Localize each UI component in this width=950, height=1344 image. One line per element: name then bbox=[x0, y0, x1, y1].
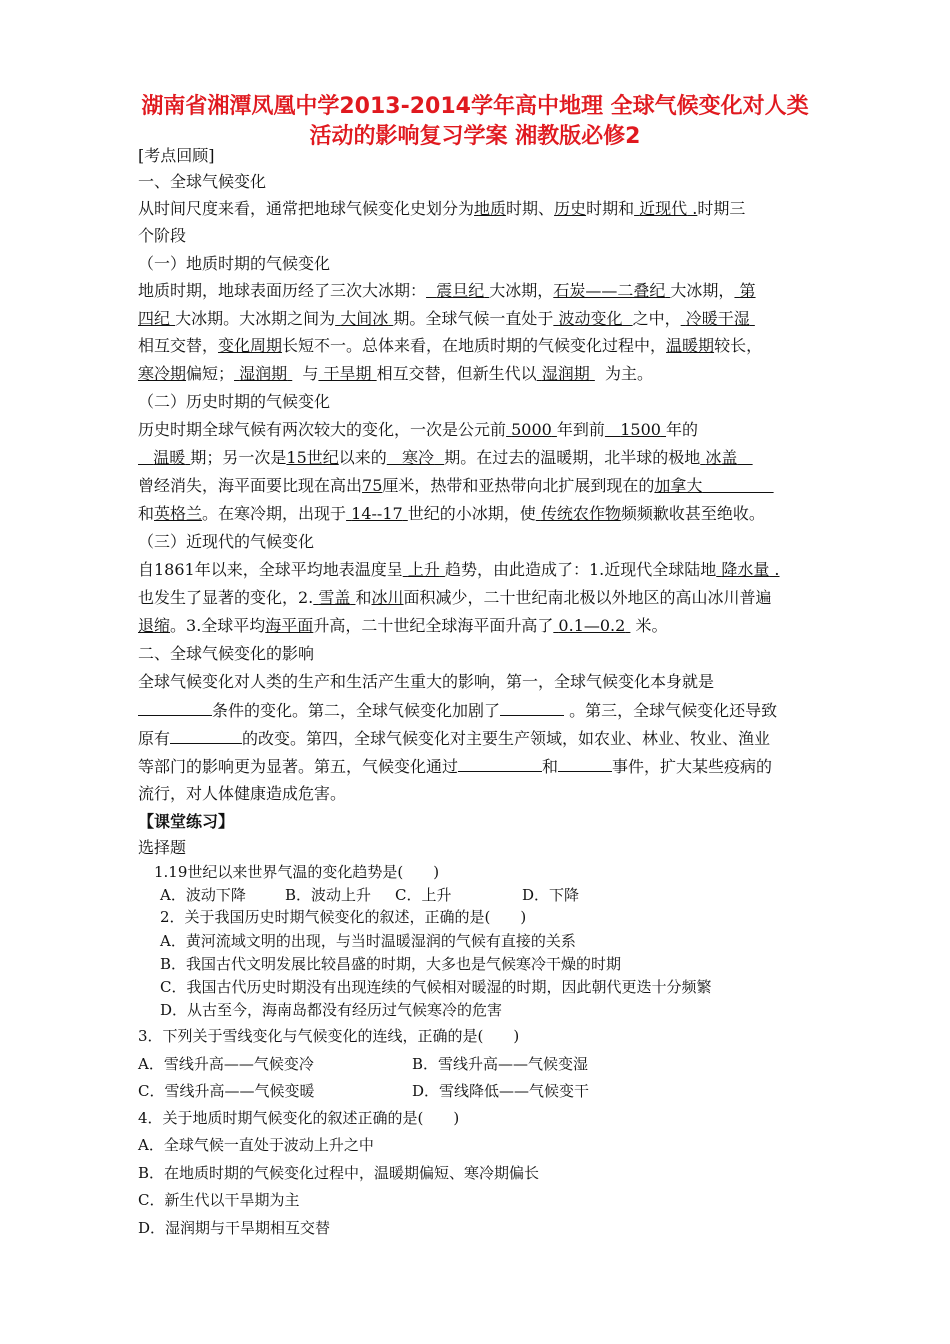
blank bbox=[138, 700, 212, 716]
text: 和 bbox=[355, 588, 372, 607]
q1-option-b: B．波动上升 bbox=[285, 886, 372, 904]
question-1: 1.19世纪以来世界气温的变化趋势是( ) bbox=[154, 863, 440, 881]
answer: 震旦纪 bbox=[436, 281, 485, 300]
blank bbox=[500, 700, 564, 716]
paragraph-line bbox=[138, 336, 762, 356]
blank bbox=[458, 756, 542, 772]
answer: 退缩 bbox=[138, 616, 171, 635]
answer: 历史 bbox=[554, 199, 587, 218]
text: 年到前 bbox=[556, 420, 605, 439]
paragraph-line bbox=[138, 448, 753, 468]
text: 从时间尺度来看，通常把地球气候变化史划分为 bbox=[138, 199, 475, 218]
text: 和 bbox=[138, 504, 155, 523]
q1-option-a: A．波动下降 bbox=[160, 886, 246, 904]
q3-option-b: B．雪线升高——气候变湿 bbox=[412, 1055, 589, 1073]
question-3: 3．下列关于雪线变化与气候变化的连线，正确的是( ) bbox=[138, 1027, 520, 1045]
paragraph-line bbox=[138, 309, 755, 329]
text: 和 bbox=[542, 757, 559, 776]
q1-option-d: D．下降 bbox=[522, 886, 580, 904]
text: 之中， bbox=[632, 309, 681, 328]
text: 期；另一次是 bbox=[190, 448, 287, 467]
answer: 温暖 bbox=[153, 448, 186, 467]
answer: 0.1—0.2 bbox=[558, 616, 626, 635]
text: 频频歉收甚至绝收。 bbox=[620, 504, 765, 523]
text: 与 bbox=[302, 364, 319, 383]
text: 也发生了显著的变化，2. bbox=[138, 588, 314, 607]
text: 大冰期。大冰期之间为 bbox=[175, 309, 336, 328]
paragraph-line bbox=[138, 364, 653, 384]
answer: 上升 bbox=[407, 560, 440, 579]
text: 时期三 bbox=[697, 199, 746, 218]
answer: 寒冷期 bbox=[138, 364, 187, 383]
paragraph-line bbox=[138, 476, 774, 496]
text: 。在寒冷期，出现于 bbox=[202, 504, 347, 523]
text: 。第三，全球气候变化还导致 bbox=[569, 701, 778, 720]
q4-option-c: C．新生代以干旱期为主 bbox=[138, 1191, 300, 1209]
paragraph-line bbox=[138, 560, 780, 580]
question-type: 选择题 bbox=[138, 838, 187, 857]
answer: 冰川 bbox=[371, 588, 404, 607]
q4-option-a: A．全球气候一直处于波动上升之中 bbox=[138, 1136, 374, 1154]
paragraph-line: 个阶段 bbox=[138, 226, 187, 245]
title-line-2: 活动的影响复习学案 湘教版必修2 bbox=[309, 124, 641, 149]
text: 相互交替， bbox=[138, 336, 219, 355]
answer: 四纪 bbox=[138, 309, 171, 328]
answer: 变化周期 bbox=[218, 336, 283, 355]
answer: 英格兰 bbox=[154, 504, 203, 523]
text: 面积减少，二十世纪南北极以外地区的高山冰川普遍 bbox=[403, 588, 772, 607]
paragraph-line bbox=[138, 281, 756, 301]
text: 事件，扩大某些疫病的 bbox=[612, 757, 773, 776]
answer: 干旱期 bbox=[323, 364, 372, 383]
practice-heading: 【课堂练习】 bbox=[138, 812, 235, 831]
text: 升高，二十世纪全球海平面升高了 bbox=[313, 616, 554, 635]
blank bbox=[170, 728, 242, 744]
text: 自1861年以来，全球平均地表温度呈 bbox=[138, 560, 403, 579]
q3-option-c: C．雪线升高——气候变暖 bbox=[138, 1082, 315, 1100]
text: 米。 bbox=[635, 616, 668, 635]
q2-option-c: C．我国古代历史时期没有出现连续的气候相对暖湿的时期，因此朝代更迭十分频繁 bbox=[160, 978, 712, 996]
answer: 传统农作物 bbox=[540, 504, 621, 523]
text: 期。全球气候一直处于 bbox=[393, 309, 554, 328]
geo-heading: （一）地质时期的气候变化 bbox=[138, 254, 331, 273]
paragraph-line bbox=[138, 756, 772, 777]
review-heading: [考点回顾] bbox=[138, 146, 215, 165]
q3-option-d: D．雪线降低——气候变干 bbox=[412, 1082, 590, 1100]
q2-option-b: B．我国古代文明发展比较昌盛的时期，大多也是气候寒冷干燥的时期 bbox=[160, 955, 622, 973]
answer: 雪盖 bbox=[318, 588, 351, 607]
section-2-heading: 二、全球气候变化的影响 bbox=[138, 644, 315, 663]
text: 较长， bbox=[714, 336, 763, 355]
blank bbox=[558, 756, 612, 772]
answer: 湿润期 bbox=[239, 364, 288, 383]
text: 条件的变化。第二，全球气候变化加剧了 bbox=[212, 701, 501, 720]
text: 等部门的影响更为显著。第五，气候变化通过 bbox=[138, 757, 459, 776]
title-line-1: 湖南省湘潭凤凰中学2013-2014学年高中地理 全球气候变化对人类 bbox=[141, 94, 809, 119]
answer: 波动变化 bbox=[558, 309, 623, 328]
text: 世纪的小冰期，使 bbox=[407, 504, 536, 523]
paragraph-line bbox=[138, 728, 770, 749]
text: 历史时期全球气候有两次较大的变化，一次是公元前 bbox=[138, 420, 507, 439]
paragraph-line bbox=[138, 199, 745, 219]
text: 以来的 bbox=[338, 448, 387, 467]
paragraph-line: 流行，对人体健康造成危害。 bbox=[138, 784, 347, 803]
answer: 75 bbox=[362, 476, 383, 495]
q2-option-d: D．从古至今，海南岛都没有经历过气候寒冷的危害 bbox=[160, 1001, 503, 1019]
paragraph-line bbox=[138, 504, 765, 524]
text: 厘米，热带和亚热带向北扩展到现在的 bbox=[382, 476, 655, 495]
paragraph-line: 全球气候变化对人类的生产和生活产生重大的影响，第一，全球气候变化本身就是 bbox=[138, 672, 715, 691]
text: 大冰期， bbox=[670, 281, 735, 300]
answer: 湿润期 bbox=[541, 364, 590, 383]
answer: 降水量 . bbox=[721, 560, 780, 579]
text: 。3.全球平均 bbox=[170, 616, 266, 635]
text: 期。在过去的温暖期，北半球的极地 bbox=[444, 448, 701, 467]
question-4: 4．关于地质时期气候变化的叙述正确的是( ) bbox=[138, 1109, 460, 1127]
text: 时期和 bbox=[586, 199, 635, 218]
question-2: 2．关于我国历史时期气候变化的叙述，正确的是( ) bbox=[160, 908, 527, 926]
answer: 地质 bbox=[474, 199, 507, 218]
text: 的改变。第四，全球气候变化对主要生产领域，如农业、林业、牧业、渔业 bbox=[242, 729, 771, 748]
answer: 大间冰 bbox=[340, 309, 389, 328]
text: 年的 bbox=[666, 420, 699, 439]
hist-heading: （二）历史时期的气候变化 bbox=[138, 392, 331, 411]
answer: 1500 bbox=[620, 420, 661, 439]
answer: 海平面 bbox=[265, 616, 314, 635]
text: 大冰期， bbox=[489, 281, 554, 300]
paragraph-line bbox=[138, 588, 772, 608]
q2-option-a: A．黄河流域文明的出现，与当时温暖湿润的气候有直接的关系 bbox=[160, 932, 576, 950]
paragraph-line bbox=[138, 700, 777, 721]
text: 为主。 bbox=[605, 364, 654, 383]
answer: 石炭——二叠纪 bbox=[553, 281, 666, 300]
paragraph-line bbox=[138, 420, 698, 440]
answer: 冷暖干湿 bbox=[685, 309, 750, 328]
text: 原有 bbox=[138, 729, 171, 748]
q4-option-b: B．在地质时期的气候变化过程中，温暖期偏短、寒冷期偏长 bbox=[138, 1164, 540, 1182]
text: 相互交替，但新生代以 bbox=[376, 364, 537, 383]
modern-heading: （三）近现代的气候变化 bbox=[138, 532, 315, 551]
answer: 加拿大 bbox=[654, 476, 703, 495]
section-1-heading: 一、全球气候变化 bbox=[138, 172, 267, 191]
answer: 冰盖 bbox=[705, 448, 738, 467]
answer: 温暖期 bbox=[666, 336, 715, 355]
answer: 近现代 . bbox=[639, 199, 698, 218]
answer: 5000 bbox=[511, 420, 552, 439]
answer: 14--17 bbox=[351, 504, 403, 523]
answer: 15世纪 bbox=[286, 448, 339, 467]
q3-option-a: A．雪线升高——气候变冷 bbox=[138, 1055, 314, 1073]
text: 趋势，由此造成了：1.近现代全球陆地 bbox=[444, 560, 717, 579]
text: 时期、 bbox=[506, 199, 555, 218]
answer: 寒冷 bbox=[402, 448, 435, 467]
q1-option-c: C．上升 bbox=[395, 886, 452, 904]
text: 长短不一。总体来看，在地质时期的气候变化过程中， bbox=[282, 336, 667, 355]
paragraph-line bbox=[138, 616, 668, 636]
q4-option-d: D．湿润期与干旱期相互交替 bbox=[138, 1219, 331, 1237]
text: 偏短； bbox=[186, 364, 235, 383]
document-title bbox=[130, 92, 820, 152]
answer: 第 bbox=[739, 281, 756, 300]
text: 地质时期，地球表面历经了三次大冰期： bbox=[138, 281, 427, 300]
text: 曾经消失，海平面要比现在高出 bbox=[138, 476, 363, 495]
